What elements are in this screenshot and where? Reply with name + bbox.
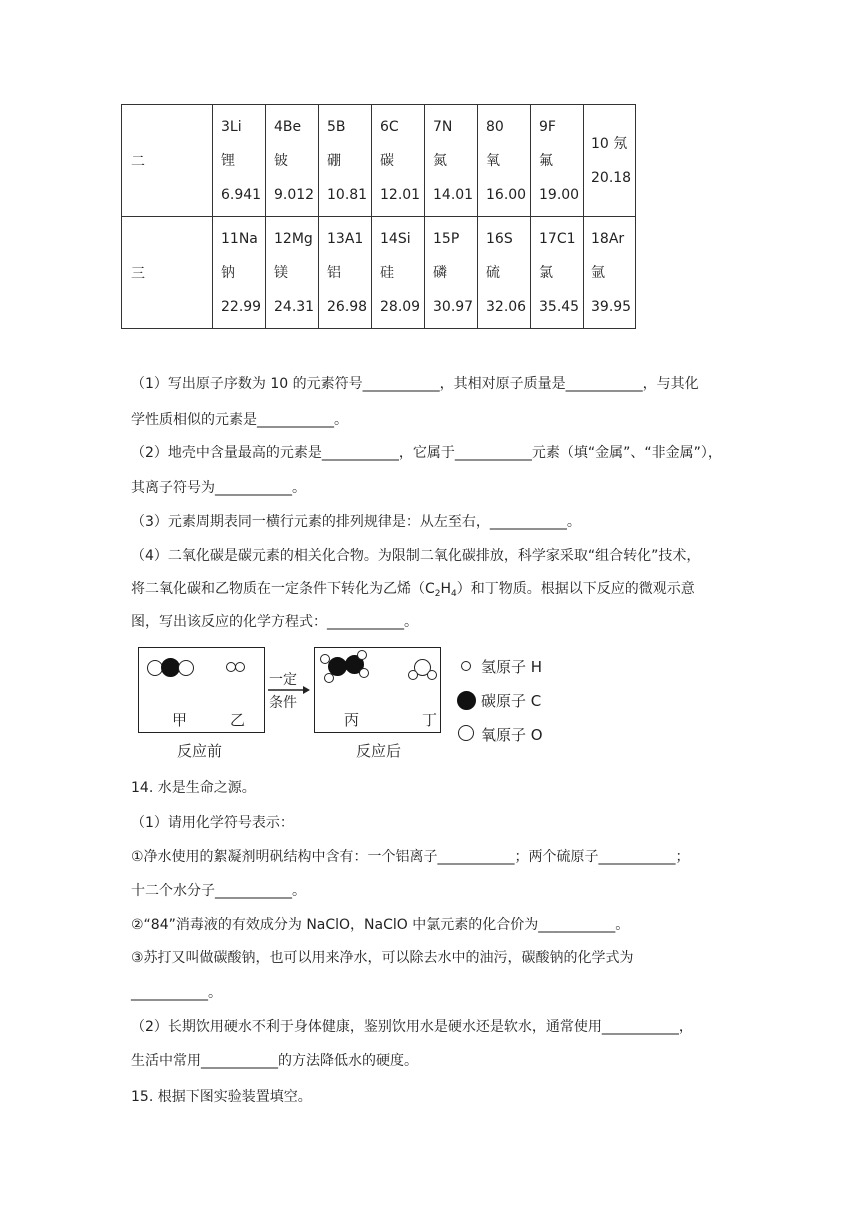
element-name: 氧	[486, 152, 500, 169]
element-name: 锂	[221, 152, 235, 169]
label-ding: 丁	[422, 711, 438, 729]
label-after: 反应后	[356, 742, 402, 760]
subscript: 2	[434, 589, 441, 599]
question-14-2: ②“84”消毒液的有效成分为 NaClO，NaClO 中氯元素的化合价为___________。	[131, 917, 630, 933]
element-name: 磷	[433, 264, 447, 281]
element-cell-al	[319, 217, 372, 329]
hydrogen-legend-icon	[461, 661, 471, 671]
element-mass: 28.09	[380, 298, 421, 315]
element-cell-si	[372, 217, 425, 329]
element-mass: 32.06	[486, 298, 527, 315]
element-symbol: 16S	[486, 230, 513, 247]
element-mass: 14.01	[433, 186, 474, 203]
hydrogen-atom	[359, 668, 369, 678]
element-cell-p	[425, 217, 478, 329]
question-4-line-1: （4）二氧化碳是碳元素的相关化合物。为限制二氧化碳排放，科学家采取“组合转化”技术，	[131, 548, 701, 564]
element-name: 氩	[591, 264, 605, 281]
element-symbol: 9F	[539, 118, 556, 135]
label-before: 反应前	[177, 742, 223, 760]
element-symbol: 6C	[380, 118, 399, 135]
condition-bottom: 条件	[269, 695, 297, 711]
question-3-line: （3）元素周期表同一横行元素的排列规律是：从左至右，___________。	[131, 514, 581, 530]
element-symbol: 18Ar	[591, 230, 625, 247]
element-mass: 19.00	[539, 186, 580, 203]
element-cell-ne	[584, 105, 636, 217]
question-1-line-2: 学性质相似的元素是___________。	[131, 412, 348, 428]
element-name: 钠	[221, 264, 235, 281]
oxygen-legend-icon	[458, 725, 474, 741]
element-mass: 12.01	[380, 186, 421, 203]
element-cell-o	[478, 105, 531, 217]
hydrogen-atom	[357, 650, 367, 660]
label-jia: 甲	[172, 711, 188, 729]
element-symbol: 80	[486, 118, 504, 135]
element-cell-na	[213, 217, 266, 329]
period-label: 三	[122, 217, 213, 329]
text-segment: H	[440, 581, 452, 597]
element-mass: 16.00	[486, 186, 527, 203]
condition-top: 一定	[269, 672, 297, 688]
question-14-3-line-2: ___________。	[131, 985, 222, 1001]
element-symbol: 11Na	[221, 230, 258, 247]
element-name: 铍	[274, 152, 288, 169]
element-mass: 26.98	[327, 298, 368, 315]
table-row	[122, 105, 636, 217]
question-14-3-line-1: ③苏打又叫做碳酸钠，也可以用来净水，可以除去水中的油污，碳酸钠的化学式为	[131, 950, 634, 966]
legend-oxygen: 氧原子 O	[481, 726, 543, 744]
label-yi: 乙	[230, 711, 246, 729]
element-cell-n	[425, 105, 478, 217]
element-symbol: 13A1	[327, 230, 364, 247]
element-cell-li	[213, 105, 266, 217]
hydrogen-atom	[235, 662, 245, 672]
text-segment: ）和丁物质。根据以下反应的微观示意	[456, 581, 695, 597]
hydrogen-atom	[427, 670, 437, 680]
element-symbol: 12Mg	[274, 230, 313, 247]
question-2-line-1: （2）地壳中含量最高的元素是___________，它属于___________元素（填“金属”、“非金属”），	[131, 445, 722, 461]
question-2-line-2: 其离子符号为___________。	[131, 480, 306, 496]
element-cell-b	[319, 105, 372, 217]
oxygen-atom	[178, 660, 194, 676]
question-14-1: （1）请用化学符号表示：	[131, 815, 294, 831]
element-name: 镁	[274, 264, 288, 281]
question-4-line-2	[131, 578, 695, 599]
element-name: 铝	[327, 264, 341, 281]
question-14-1a-line-2: 十二个水分子___________。	[131, 883, 306, 899]
carbon-atom	[328, 657, 347, 676]
element-mass: 20.18	[591, 169, 632, 186]
question-14-title: 14. 水是生命之源。	[131, 780, 256, 796]
question-4-line-3: 图，写出该反应的化学方程式：___________。	[131, 614, 418, 630]
period-label: 二	[122, 105, 213, 217]
element-name: 氯	[539, 264, 553, 281]
question-1-line-1: （1）写出原子序数为 10 的元素符号___________，其相对原子质量是___________，与其化	[131, 376, 699, 392]
element-symbol: 15P	[433, 230, 460, 247]
label-bing: 丙	[344, 711, 360, 729]
element-symbol: 5B	[327, 118, 346, 135]
question-14-4-line-1: （2）长期饮用硬水不利于身体健康，鉴别饮用水是硬水还是软水，通常使用___________，	[131, 1019, 693, 1035]
element-mass: 24.31	[274, 298, 315, 315]
element-cell-f	[531, 105, 584, 217]
element-symbol: 17C1	[539, 230, 576, 247]
table-row	[122, 217, 636, 329]
element-mass: 30.97	[433, 298, 474, 315]
element-cell-c	[372, 105, 425, 217]
question-15-title: 15. 根据下图实验装置填空。	[131, 1089, 312, 1105]
element-symbol: 4Be	[274, 118, 302, 135]
legend-hydrogen: 氢原子 H	[481, 658, 543, 676]
element-name: 硅	[380, 264, 394, 281]
element-symbol: 10 氖	[591, 135, 628, 152]
element-mass: 10.81	[327, 186, 368, 203]
hydrogen-atom	[408, 670, 418, 680]
text-segment: 将二氧化碳和乙物质在一定条件下转化为乙烯（C	[131, 581, 435, 597]
question-14-4-line-2: 生活中常用___________的方法降低水的硬度。	[131, 1053, 418, 1069]
element-mass: 9.012	[274, 186, 315, 203]
element-cell-s	[478, 217, 531, 329]
carbon-legend-icon	[457, 691, 476, 710]
element-name: 硫	[486, 264, 500, 281]
element-symbol: 7N	[433, 118, 453, 135]
element-symbol: 3Li	[221, 118, 242, 135]
element-symbol: 14Si	[380, 230, 411, 247]
element-cell-cl	[531, 217, 584, 329]
element-mass: 22.99	[221, 298, 262, 315]
element-mass: 6.941	[221, 186, 262, 203]
element-name: 氟	[539, 152, 553, 169]
element-cell-be	[266, 105, 319, 217]
periodic-table	[121, 104, 636, 329]
subscript: 4	[451, 589, 457, 599]
element-name: 硼	[327, 152, 341, 169]
element-cell-mg	[266, 217, 319, 329]
legend-carbon: 碳原子 C	[481, 692, 542, 710]
element-name: 氮	[433, 152, 447, 169]
question-14-1a-line-1: ①净水使用的絮凝剂明矾结构中含有：一个铝离子___________；两个硫原子___________；	[131, 849, 690, 865]
element-cell-ar	[584, 217, 636, 329]
element-name: 碳	[380, 152, 394, 169]
element-mass: 35.45	[539, 298, 580, 315]
element-mass: 39.95	[591, 298, 632, 315]
